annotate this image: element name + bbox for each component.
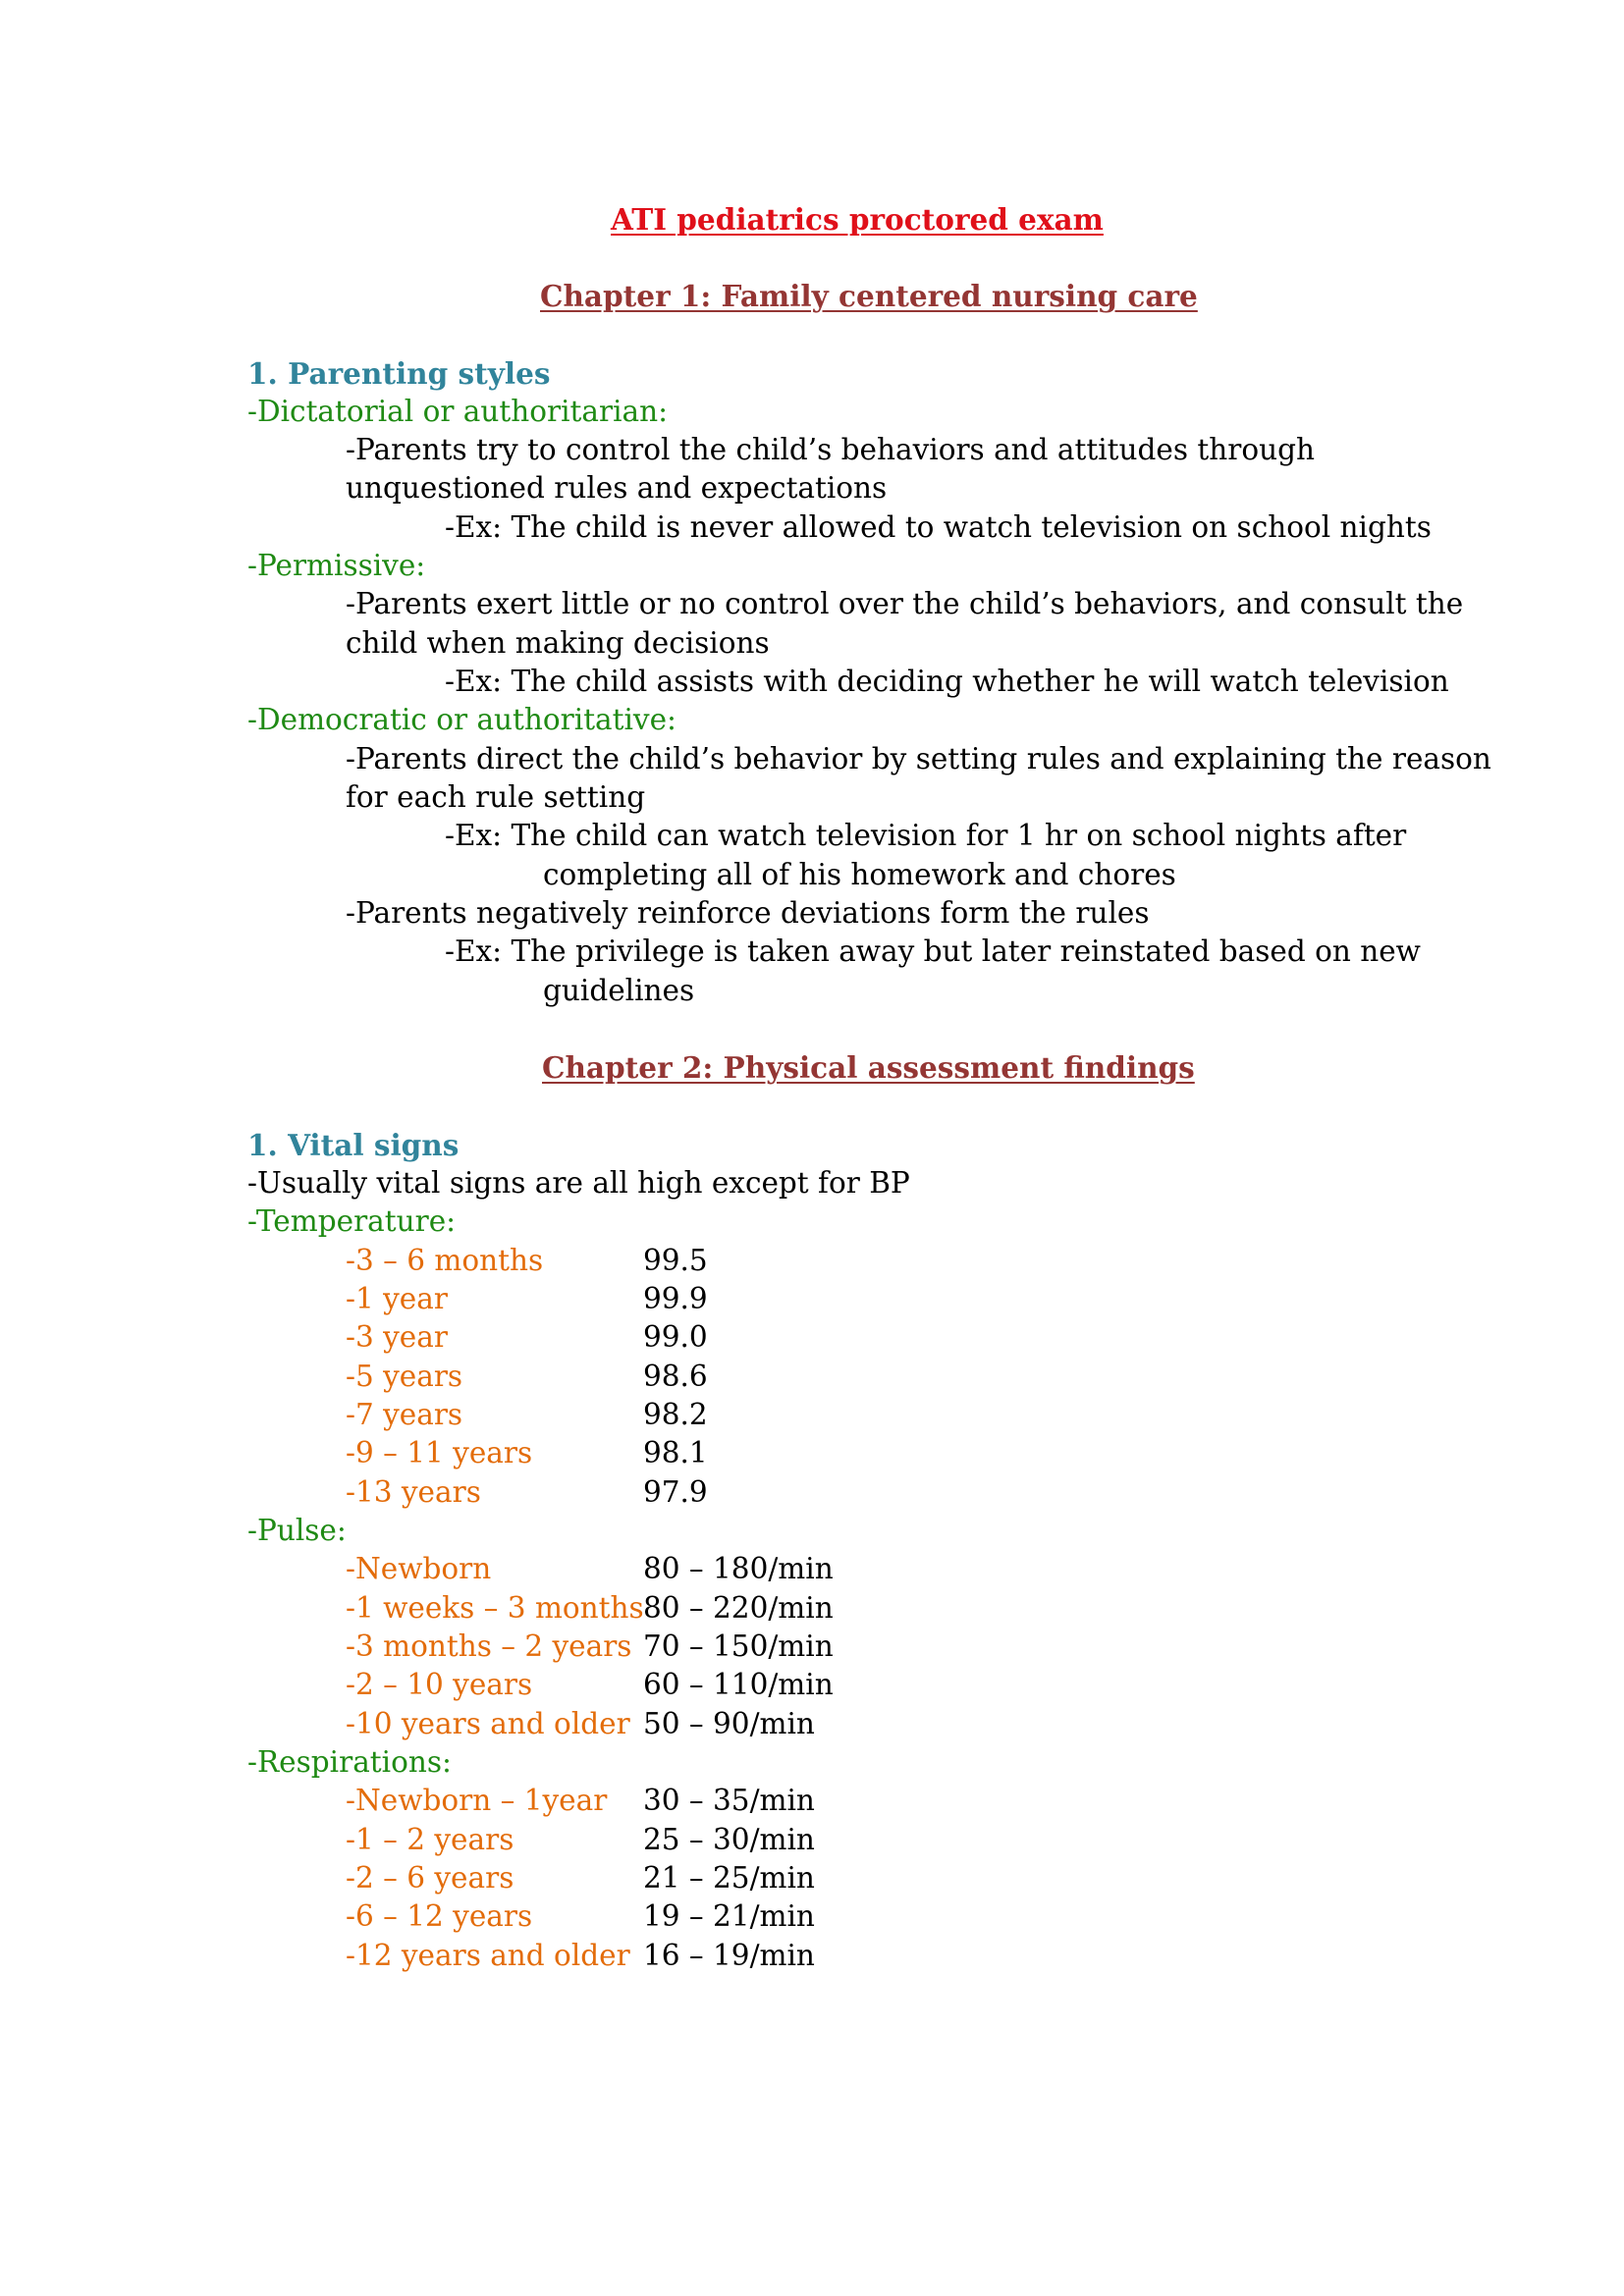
temperature-age: -3 – 6 months bbox=[346, 1244, 544, 1277]
respirations-age: -12 years and older bbox=[346, 1939, 630, 1972]
pulse-age: -10 years and older bbox=[346, 1707, 630, 1740]
section-parenting-styles: 1. Parenting styles bbox=[247, 356, 551, 391]
democratic-example-2-line-1: -Ex: The privilege is taken away but later reinstated based on new bbox=[445, 934, 1421, 968]
pulse-value: 50 – 90/min bbox=[643, 1707, 815, 1740]
temperature-age: -9 – 11 years bbox=[346, 1436, 533, 1469]
democratic-label: -Democratic or authoritative: bbox=[247, 703, 677, 736]
temperature-value: 99.5 bbox=[643, 1244, 708, 1277]
permissive-desc-line-1: -Parents exert little or no control over the child’s behaviors, and consult the bbox=[346, 587, 1464, 620]
democratic-desc-line-1: -Parents direct the child’s behavior by setting rules and explaining the reason bbox=[346, 742, 1491, 775]
respirations-value: 16 – 19/min bbox=[643, 1939, 815, 1972]
dictatorial-example: -Ex: The child is never allowed to watch television on school nights bbox=[445, 510, 1432, 544]
permissive-label: -Permissive: bbox=[247, 549, 426, 582]
pulse-age: -Newborn bbox=[346, 1552, 492, 1585]
temperature-age: -7 years bbox=[346, 1398, 463, 1431]
democratic-desc-2: -Parents negatively reinforce deviations form the rules bbox=[346, 896, 1150, 930]
temperature-value: 98.6 bbox=[643, 1360, 708, 1393]
pulse-value: 70 – 150/min bbox=[643, 1629, 834, 1663]
temperature-value: 98.1 bbox=[643, 1436, 708, 1469]
vital-signs-note: -Usually vital signs are all high except for BP bbox=[247, 1166, 910, 1200]
pulse-age: -3 months – 2 years bbox=[346, 1629, 632, 1663]
dictatorial-desc-line-1: -Parents try to control the child’s behaviors and attitudes through bbox=[346, 433, 1315, 466]
dictatorial-label: -Dictatorial or authoritarian: bbox=[247, 395, 669, 428]
chapter-2-heading: Chapter 2: Physical assessment findings bbox=[542, 1050, 1195, 1085]
respirations-label: -Respirations: bbox=[247, 1745, 452, 1779]
temperature-label: -Temperature: bbox=[247, 1204, 457, 1238]
temperature-age: -3 year bbox=[346, 1320, 448, 1354]
temperature-age: -5 years bbox=[346, 1360, 463, 1393]
temperature-age: -13 years bbox=[346, 1475, 481, 1509]
temperature-value: 99.0 bbox=[643, 1320, 708, 1354]
respirations-age: -Newborn – 1year bbox=[346, 1784, 608, 1817]
chapter-1-heading: Chapter 1: Family centered nursing care bbox=[540, 279, 1198, 313]
temperature-age: -1 year bbox=[346, 1282, 448, 1315]
respirations-age: -2 – 6 years bbox=[346, 1861, 514, 1895]
democratic-example-1-line-1: -Ex: The child can watch television for 1 hr on school nights after bbox=[445, 819, 1407, 852]
respirations-value: 19 – 21/min bbox=[643, 1899, 815, 1933]
respirations-value: 21 – 25/min bbox=[643, 1861, 815, 1895]
respirations-value: 25 – 30/min bbox=[643, 1823, 815, 1856]
democratic-example-2-line-2: guidelines bbox=[543, 974, 695, 1007]
dictatorial-desc-line-2: unquestioned rules and expectations bbox=[346, 471, 888, 505]
section-vital-signs: 1. Vital signs bbox=[247, 1128, 460, 1162]
temperature-value: 98.2 bbox=[643, 1398, 708, 1431]
temperature-value: 99.9 bbox=[643, 1282, 708, 1315]
temperature-value: 97.9 bbox=[643, 1475, 708, 1509]
pulse-value: 60 – 110/min bbox=[643, 1668, 834, 1701]
respirations-age: -1 – 2 years bbox=[346, 1823, 514, 1856]
pulse-label: -Pulse: bbox=[247, 1514, 347, 1547]
democratic-desc-line-2: for each rule setting bbox=[346, 780, 646, 814]
pulse-age: -2 – 10 years bbox=[346, 1668, 533, 1701]
pulse-age: -1 weeks – 3 months bbox=[346, 1591, 644, 1625]
democratic-example-1-line-2: completing all of his homework and chores bbox=[543, 858, 1176, 891]
permissive-example: -Ex: The child assists with deciding whether he will watch television bbox=[445, 665, 1449, 698]
respirations-age: -6 – 12 years bbox=[346, 1899, 533, 1933]
document-title: ATI pediatrics proctored exam bbox=[611, 202, 1104, 237]
permissive-desc-line-2: child when making decisions bbox=[346, 626, 770, 660]
respirations-value: 30 – 35/min bbox=[643, 1784, 815, 1817]
pulse-value: 80 – 180/min bbox=[643, 1552, 834, 1585]
pulse-value: 80 – 220/min bbox=[643, 1591, 834, 1625]
